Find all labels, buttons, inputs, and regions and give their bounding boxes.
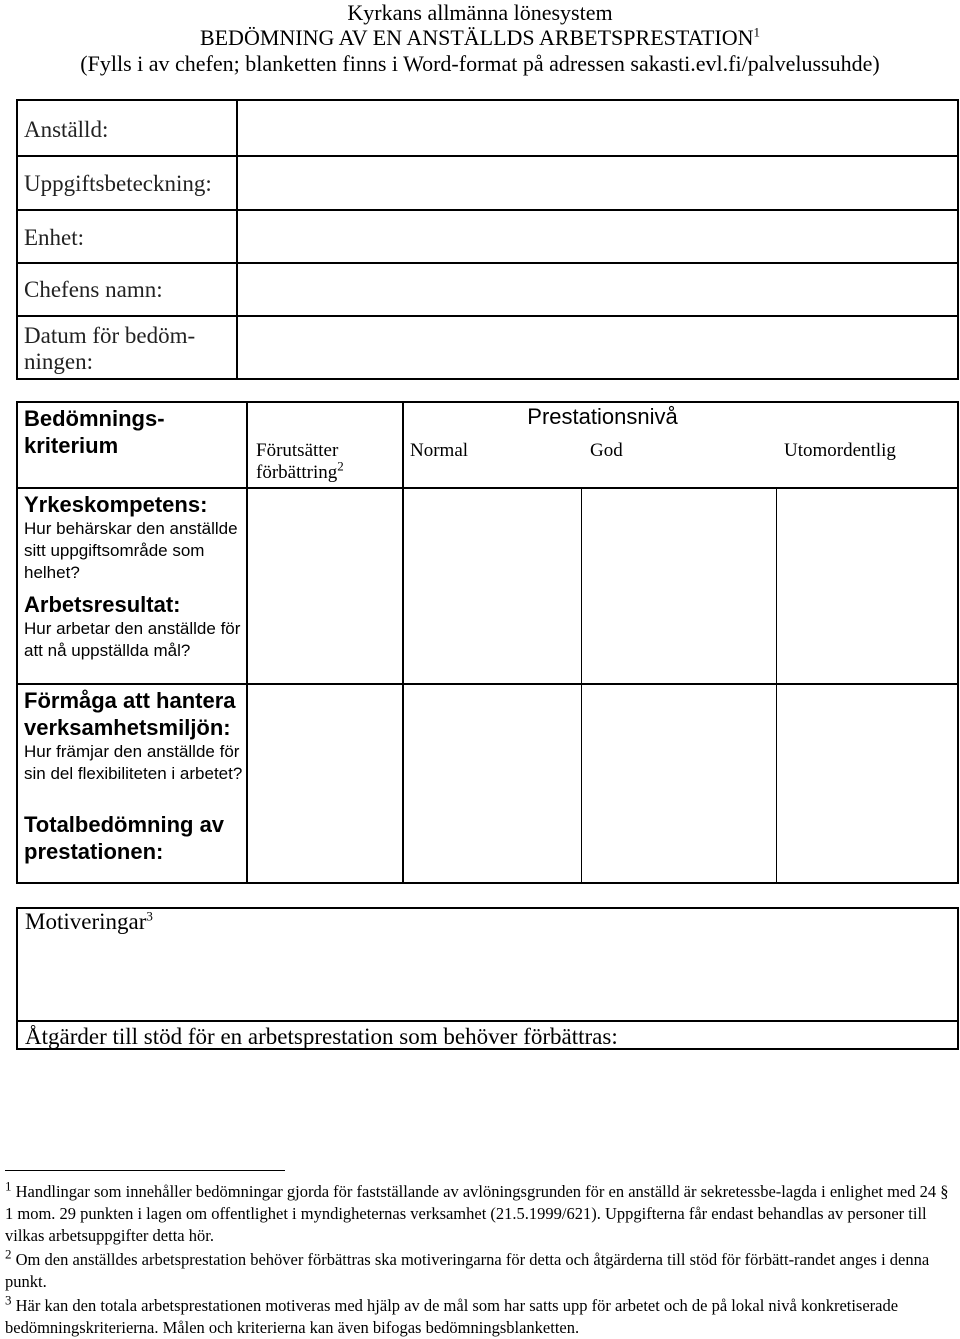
cell-row2-improvement[interactable] xyxy=(249,686,401,882)
criterion-question: Hur behärskar den anställde sitt uppgiftsområde som helhet? xyxy=(24,519,238,582)
improvement-measures-area[interactable] xyxy=(20,1050,955,1160)
level-good-header: God xyxy=(590,440,623,461)
criterion-title: Yrkeskompetens: xyxy=(24,492,208,517)
footnote-text: Här kan den totala arbetsprestationen motiveras med hjälp av de mål som har satts upp för arbetet och de på lokal nivå konkretiserade bedömningskriterierna. Målen och kriterierna kan även bifogas bedömningsblanketten. xyxy=(5,1296,899,1337)
form-instructions: (Fylls i av chefen; blanketten finns i Word-format på adressen sakasti.evl.fi/palvelussuhde) xyxy=(80,51,880,76)
footnote-number: 2 xyxy=(5,1246,12,1262)
cell-row1-improvement[interactable] xyxy=(249,490,401,682)
form-title xyxy=(0,25,960,51)
requires-improvement-label-line2: förbättring xyxy=(256,462,338,483)
footnote-number: 1 xyxy=(5,1178,12,1194)
level-normal-header: Normal xyxy=(410,440,469,461)
requires-improvement-header xyxy=(256,440,396,484)
level-column-divider xyxy=(581,488,582,884)
footnote-1 xyxy=(5,1178,950,1247)
footnote-text: Om den anställdes arbetsprestation behöver förbättras ska motiveringarna för detta och åtgärderna till stöd för förbätt-randet anges i denna punkt. xyxy=(5,1250,930,1291)
employee-field[interactable] xyxy=(240,102,956,153)
footnote-separator xyxy=(5,1170,285,1171)
criteria-row-divider xyxy=(16,683,959,685)
cell-row2-normal[interactable] xyxy=(405,686,580,882)
criteria-column-divider xyxy=(246,401,248,884)
level-column-divider xyxy=(776,488,777,884)
cell-row1-excellent[interactable] xyxy=(778,490,957,682)
footnote-3 xyxy=(5,1292,950,1339)
motivations-label-text: Motiveringar xyxy=(25,909,147,934)
unit-field[interactable] xyxy=(240,212,956,260)
info-row-divider xyxy=(16,315,959,317)
label-unit: Enhet: xyxy=(24,225,85,250)
info-row-divider xyxy=(16,155,959,157)
job-title-field[interactable] xyxy=(240,158,956,207)
form-title-text: BEDÖMNING AV EN ANSTÄLLDS ARBETSPRESTATION xyxy=(199,25,754,50)
criterion-column-header: Bedömnings- kriterium xyxy=(24,406,165,458)
criterion-competence xyxy=(24,491,244,584)
label-job-title: Uppgiftsbeteckning: xyxy=(24,171,212,196)
improvement-measures-label: Åtgärder till stöd för en arbetsprestation som behöver förbättras: xyxy=(25,1024,618,1049)
info-row-divider xyxy=(16,209,959,211)
criterion-title: Arbetsresultat: xyxy=(24,592,181,617)
criterion-overall xyxy=(24,811,244,865)
criteria-header-divider xyxy=(16,487,959,489)
label-assessment-date: Datum för bedöm- ningen: xyxy=(24,323,196,374)
performance-level-header: Prestationsnivå xyxy=(527,404,678,429)
criterion-title: Totalbedömning av prestationen: xyxy=(24,812,225,864)
label-employee: Anställd: xyxy=(24,117,109,142)
criterion-environment xyxy=(24,687,244,785)
cell-row1-normal[interactable] xyxy=(405,490,580,682)
criterion-question: Hur främjar den anställde för sin del flexibiliteten i arbetet? xyxy=(24,742,243,783)
motivations-label xyxy=(25,909,153,935)
info-row-divider xyxy=(16,262,959,264)
criteria-column-divider xyxy=(402,401,404,884)
cell-row2-good[interactable] xyxy=(583,686,775,882)
form-title-footnote-ref: 1 xyxy=(753,24,761,40)
label-manager-name: Chefens namn: xyxy=(24,277,163,302)
cell-row1-good[interactable] xyxy=(583,490,775,682)
level-excellent-header: Utomordentlig xyxy=(784,440,896,461)
requires-improvement-footnote-ref: 2 xyxy=(337,458,344,474)
requires-improvement-label-line1: Förutsätter xyxy=(256,440,339,461)
footnote-number: 3 xyxy=(5,1292,12,1308)
assessment-date-field[interactable] xyxy=(240,318,956,378)
criterion-results xyxy=(24,591,244,662)
manager-name-field[interactable] xyxy=(240,265,956,313)
criterion-title: Förmåga att hantera verksamhetsmiljön: xyxy=(24,688,236,740)
header-line-1: Kyrkans allmänna lönesystem xyxy=(347,0,613,25)
footnote-text: Handlingar som innehåller bedömningar gjorda för fastställande av avlöningsgrunden för en anställd är sekretessbe-lagda i enlighet med 24 § 1 mom. 29 punkten i lagen om offentlighet i myndigheternas verksamhet (21.5.1999/621). Uppgifterna får endast behandlas av personer till vilkas arbetsuppgifter detta hör. xyxy=(5,1182,949,1245)
cell-row2-excellent[interactable] xyxy=(778,686,957,882)
motivations-footnote-ref: 3 xyxy=(146,908,153,924)
footnote-2 xyxy=(5,1246,950,1293)
motivations-input-area[interactable] xyxy=(20,940,955,1018)
motivations-divider xyxy=(16,1020,959,1022)
criterion-question: Hur arbetar den anställde för att nå uppställda mål? xyxy=(24,619,241,660)
info-column-divider xyxy=(236,99,238,380)
